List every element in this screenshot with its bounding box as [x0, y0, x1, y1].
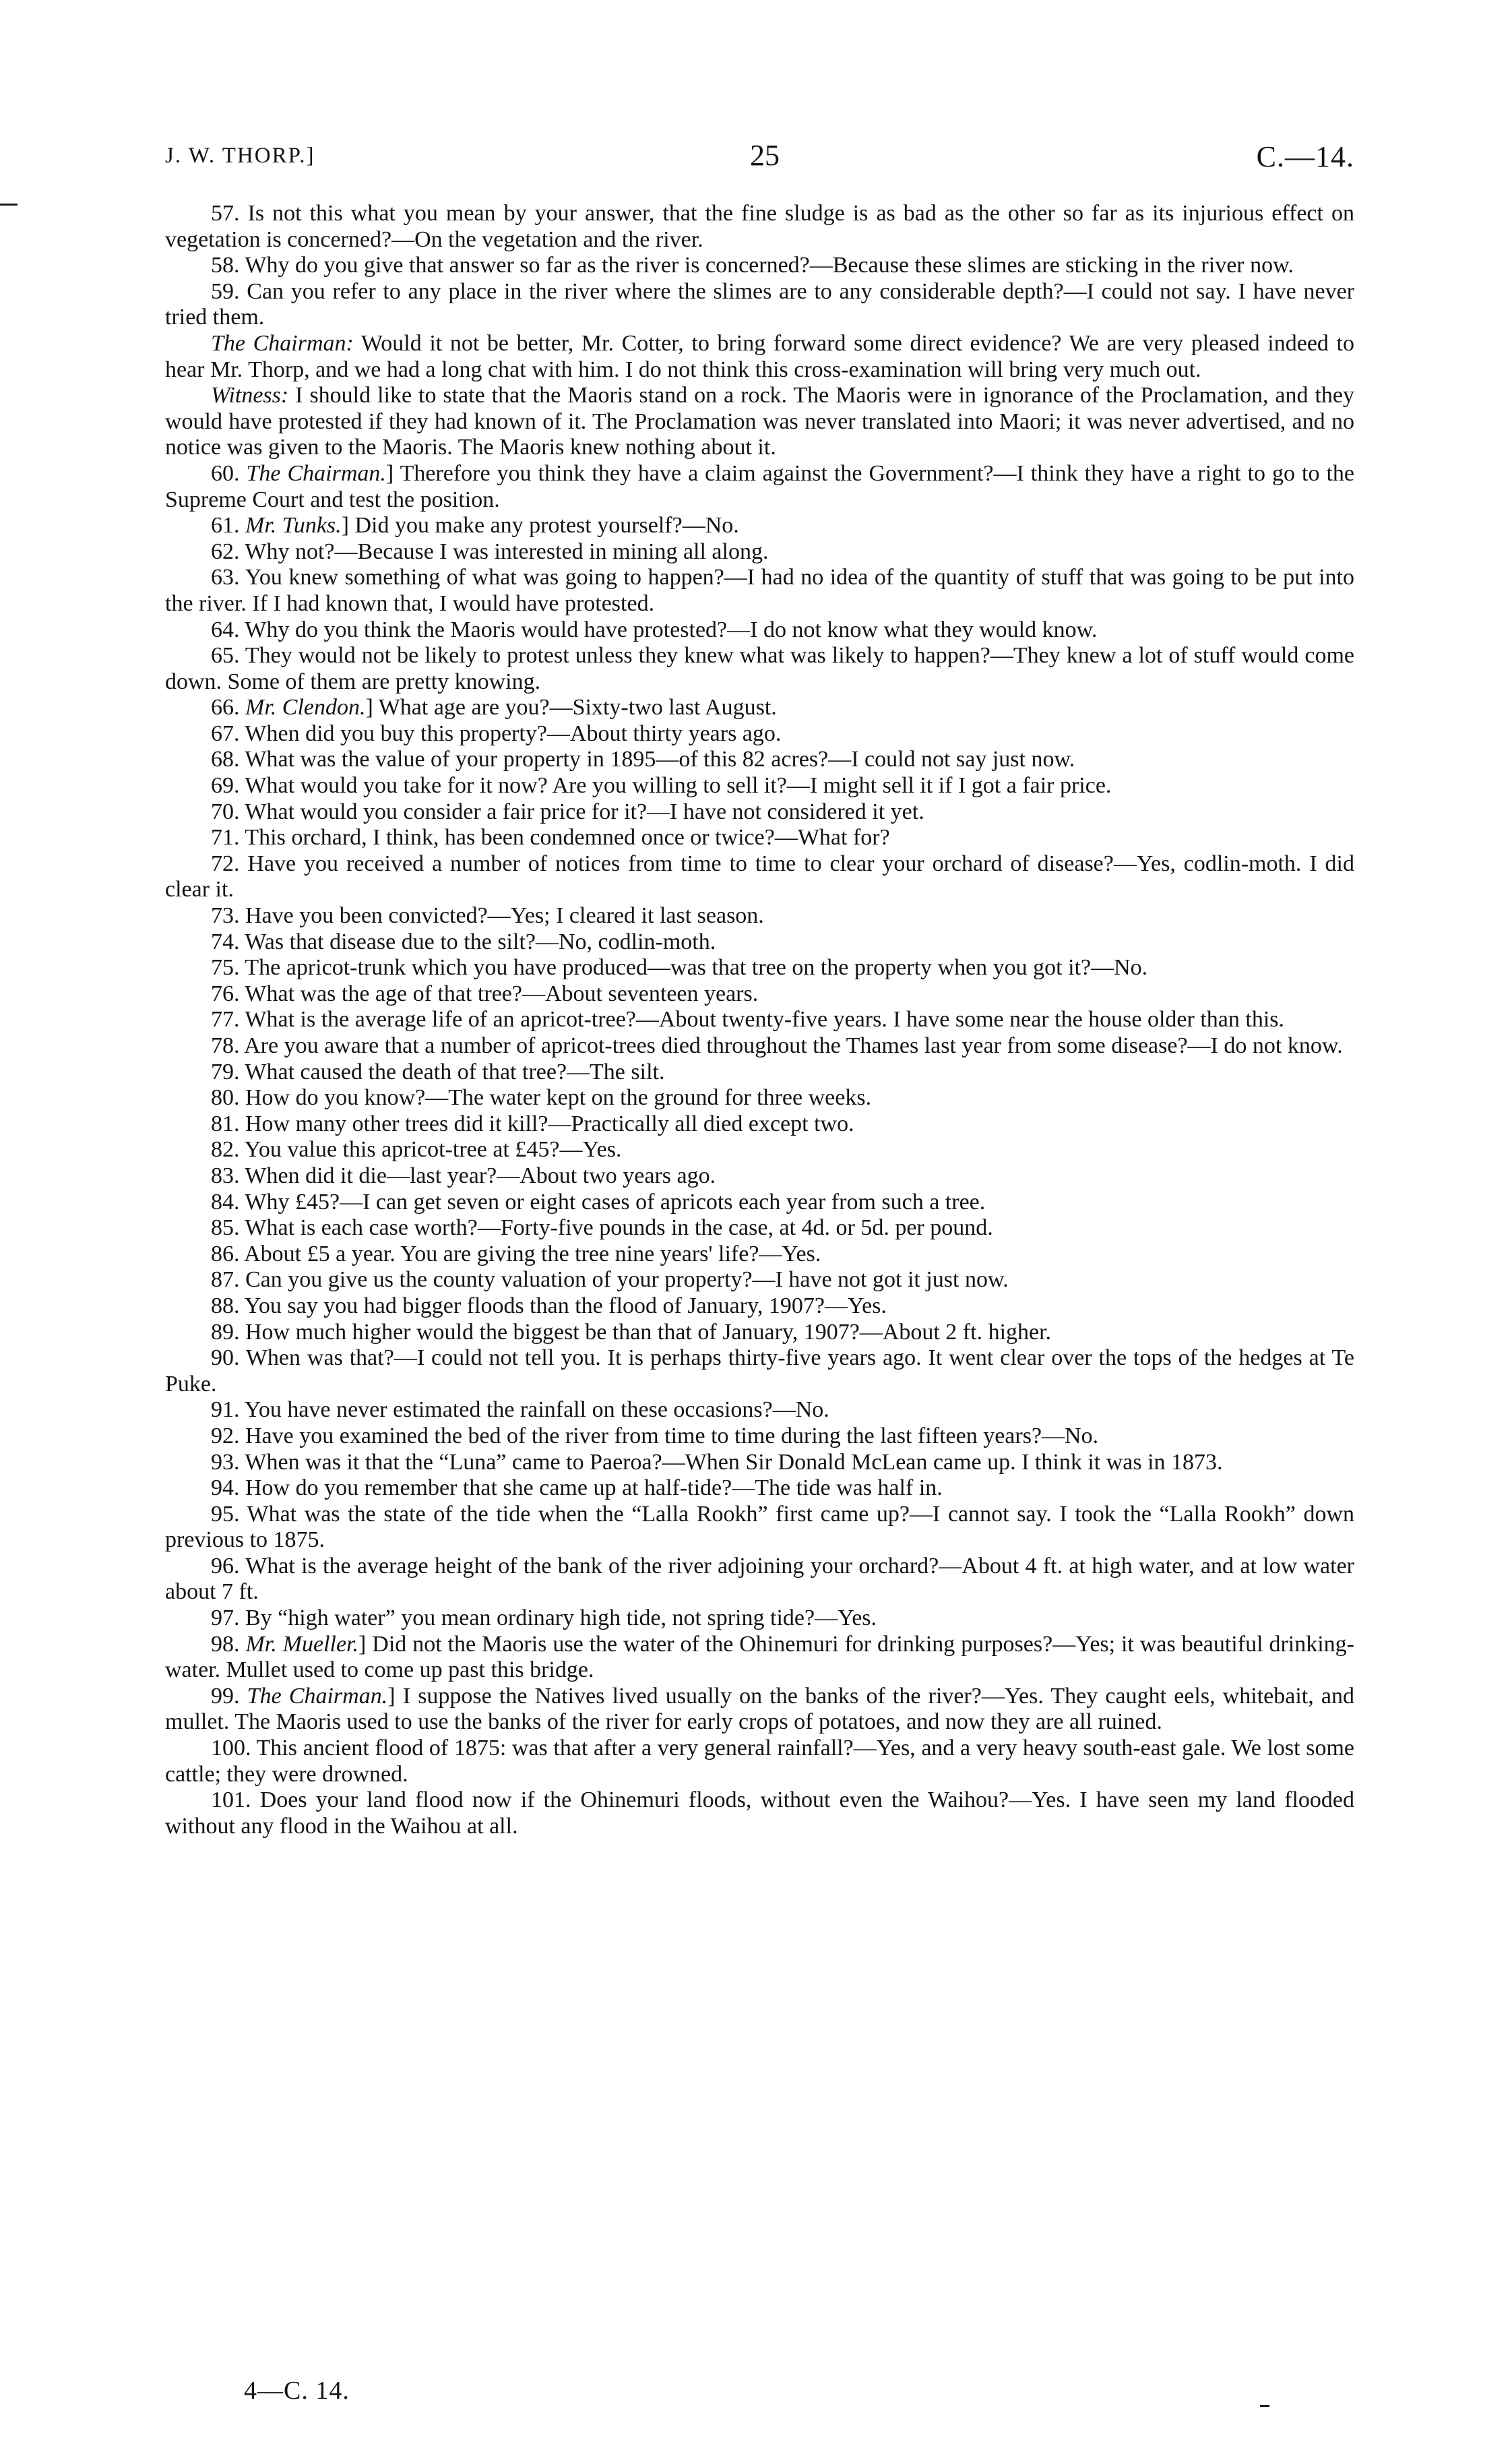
question-number: 98.: [211, 1631, 246, 1657]
paragraph-text: Why do you think the Maoris would have protested?—I do not know what they would know.: [245, 617, 1098, 642]
paragraph-text: What was the age of that tree?—About seventeen years.: [245, 981, 759, 1006]
paragraph-text: How do you remember that she came up at half-tide?—The tide was half in.: [245, 1475, 943, 1501]
paragraph-text: Can you refer to any place in the river where the slimes are to any considerable depth?—I could not say. I have never tried them.: [165, 278, 1355, 330]
testimony-paragraph: [165, 1060, 1354, 1086]
paragraph-text: What is the average height of the bank of the river adjoining your orchard?—About 4 ft. at high water, and at low water about 7 ft.: [165, 1553, 1354, 1605]
paragraph-text: ] Did not the Maoris use the water of the Ohinemuri for drinking purposes?—Yes; it was beautiful drinking-water. Mullet used to come up past this bridge.: [165, 1631, 1354, 1683]
paragraph-text: What is the average life of an apricot-tree?—About twenty-five years. I have some near the house older than this.: [245, 1007, 1285, 1033]
paragraph-text: Would it not be better, Mr. Cotter, to bring forward some direct evidence? We are very pleased indeed to hear Mr. Thorp, and we had a long chat with him. I do not think this cross-examination will bring very much out.: [165, 330, 1354, 382]
testimony-paragraph: [165, 461, 1354, 513]
testimony-paragraph: [165, 513, 1354, 539]
question-number: 75.: [211, 955, 245, 981]
testimony-paragraph: [165, 1163, 1354, 1190]
question-number: 71.: [211, 825, 245, 851]
speaker-name: The Chairman:: [211, 330, 354, 356]
testimony-paragraph: [165, 1085, 1354, 1111]
paragraph-text: What is each case worth?—Forty-five pounds in the case, at 4d. or 5d. per pound.: [245, 1215, 993, 1241]
question-number: 101.: [211, 1787, 260, 1813]
question-number: 84.: [211, 1189, 245, 1215]
testimony-paragraph: [165, 1345, 1354, 1397]
testimony-paragraph: [165, 1554, 1354, 1605]
question-number: 89.: [211, 1319, 245, 1345]
question-number: 57.: [211, 201, 248, 226]
speaker-name: Mr. Tunks.: [245, 513, 342, 539]
question-number: 72.: [211, 851, 248, 876]
paragraph-text: What caused the death of that tree?—The silt.: [245, 1059, 665, 1084]
question-number: 60.: [211, 460, 247, 486]
question-number: 76.: [211, 981, 245, 1006]
testimony-paragraph: [165, 565, 1354, 617]
testimony-paragraph: [165, 981, 1354, 1008]
paragraph-text: This orchard, I think, has been condemned once or twice?—What for?: [245, 825, 890, 851]
testimony-paragraph: [165, 279, 1354, 331]
speaker-name: Witness:: [211, 383, 289, 408]
question-number: 79.: [211, 1059, 245, 1084]
paragraph-text: About £5 a year. You are giving the tree nine years' life?—Yes.: [244, 1241, 821, 1266]
testimony-paragraph: [165, 201, 1354, 253]
question-number: 95.: [211, 1501, 247, 1527]
paragraph-text: Does your land flood now if the Ohinemuri floods, without even the Waihou?—Yes. I have seen my land flooded without any flood in the Waihou at all.: [165, 1787, 1355, 1839]
testimony-paragraph: [165, 1397, 1354, 1423]
paragraph-text: ] I suppose the Natives lived usually on the banks of the river?—Yes. They caught eels, whitebait, and mullet. The Maoris used to use the banks of the river for early crops of potatoes, and now they are all ruined.: [165, 1683, 1354, 1735]
question-number: 87.: [211, 1267, 245, 1293]
question-number: 77.: [211, 1007, 245, 1033]
speaker-name: The Chairman.: [246, 460, 386, 486]
testimony-paragraph: [165, 253, 1354, 279]
testimony-paragraph: [165, 1190, 1354, 1216]
question-number: 82.: [211, 1137, 245, 1163]
paragraph-text: Have you received a number of notices from time to time to clear your orchard of disease?—Yes, codlin-moth. I did clear it.: [165, 851, 1355, 902]
question-number: 68.: [211, 747, 245, 772]
testimony-paragraph: [165, 825, 1354, 851]
testimony-paragraph: [165, 695, 1354, 721]
testimony-paragraph: [165, 383, 1354, 461]
question-number: 62.: [211, 539, 245, 564]
question-number: 70.: [211, 799, 245, 824]
margin-mark-left: [0, 204, 18, 206]
question-number: 59.: [211, 278, 247, 304]
question-number: 64.: [211, 617, 245, 642]
testimony-paragraph: [165, 1242, 1354, 1268]
testimony-paragraph: [165, 1320, 1354, 1346]
question-number: 81.: [211, 1111, 245, 1136]
speaker-name: Mr. Mueller.: [245, 1631, 359, 1657]
question-number: 86.: [211, 1241, 245, 1266]
question-number: 80.: [211, 1085, 245, 1111]
testimony-paragraph: [165, 1111, 1354, 1138]
testimony-paragraph: [165, 1475, 1354, 1502]
testimony-paragraph: [165, 721, 1354, 747]
paragraph-text: How do you know?—The water kept on the ground for three weeks.: [245, 1085, 872, 1111]
testimony-paragraph: [165, 1423, 1354, 1450]
question-number: 99.: [211, 1683, 247, 1709]
paragraph-text: Why not?—Because I was interested in mining all along.: [245, 539, 769, 564]
testimony-body: [165, 201, 1354, 1839]
question-number: 97.: [211, 1605, 245, 1631]
testimony-paragraph: [165, 1137, 1354, 1163]
paragraph-text: ] What age are you?—Sixty-two last August.: [365, 695, 777, 721]
question-number: 78.: [211, 1033, 245, 1058]
paragraph-text: When did it die—last year?—About two years ago.: [245, 1163, 716, 1188]
paragraph-text: When was it that the “Luna” came to Paeroa?—When Sir Donald McLean came up. I think it was in 1873.: [245, 1449, 1223, 1475]
paragraph-text: What would you consider a fair price for it?—I have not considered it yet.: [245, 799, 924, 824]
question-number: 91.: [211, 1397, 245, 1423]
paragraph-text: They would not be likely to protest unless they knew what was likely to happen?—They knew a lot of stuff would come down. Some of them are pretty knowing.: [165, 643, 1354, 694]
testimony-paragraph: [165, 1267, 1354, 1293]
question-number: 58.: [211, 253, 245, 278]
paragraph-text: What would you take for it now? Are you willing to sell it?—I might sell it if I got a fair price.: [245, 773, 1112, 799]
paragraph-text: You knew something of what was going to happen?—I had no idea of the quantity of stuff that was going to be put into the river. If I had known that, I would have protested.: [165, 565, 1355, 616]
question-number: 92.: [211, 1423, 245, 1448]
paragraph-text: ] Did you make any protest yourself?—No.: [341, 513, 739, 539]
paragraph-text: Why £45?—I can get seven or eight cases of apricots each year from such a tree.: [245, 1189, 986, 1215]
question-number: 100.: [211, 1736, 257, 1761]
testimony-paragraph: [165, 929, 1354, 956]
question-number: 90.: [211, 1345, 246, 1371]
question-number: 69.: [211, 773, 245, 799]
paragraph-text: You have never estimated the rainfall on these occasions?—No.: [244, 1397, 829, 1423]
speaker-name: The Chairman.: [247, 1683, 388, 1709]
testimony-paragraph: [165, 1632, 1354, 1684]
testimony-paragraph: [165, 1736, 1354, 1787]
testimony-paragraph: [165, 1215, 1354, 1242]
question-number: 66.: [211, 695, 245, 721]
testimony-paragraph: [165, 799, 1354, 826]
paragraph-text: Is not this what you mean by your answer, that the fine sludge is as bad as the other so far as its injurious effect on vegetation is concerned?—On the vegetation and the river.: [165, 201, 1355, 252]
paragraph-text: By “high water” you mean ordinary high tide, not spring tide?—Yes.: [245, 1605, 877, 1631]
paragraph-text: Can you give us the county valuation of your property?—I have not got it just now.: [245, 1267, 1009, 1293]
paragraph-text: ] Therefore you think they have a claim against the Government?—I think they have a right to go to the Supreme Court and test the position.: [165, 460, 1354, 512]
question-number: 83.: [211, 1163, 245, 1188]
question-number: 88.: [211, 1293, 245, 1318]
paragraph-text: Have you been convicted?—Yes; I cleared it last season.: [245, 903, 764, 929]
paragraph-text: I should like to state that the Maoris stand on a rock. The Maoris were in ignorance of the Proclamation, and they would have protested if they had known of it. The Proclamation was never translated into Maori; it was never advertised, and no notice was given to the Maoris. The Maoris knew nothing about it.: [165, 383, 1354, 460]
paragraph-text: Was that disease due to the silt?—No, codlin-moth.: [245, 929, 716, 954]
paragraph-text: What was the value of your property in 1895—of this 82 acres?—I could not say just now.: [245, 747, 1075, 772]
testimony-paragraph: [165, 955, 1354, 981]
question-number: 96.: [211, 1553, 246, 1579]
document-reference: C.—14.: [1256, 140, 1354, 173]
question-number: 85.: [211, 1215, 245, 1241]
paragraph-text: This ancient flood of 1875: was that after a very general rainfall?—Yes, and a very heavy south-east gale. We lost some cattle; they were drowned.: [165, 1736, 1354, 1787]
testimony-paragraph: [165, 747, 1354, 773]
question-number: 73.: [211, 903, 245, 929]
question-number: 67.: [211, 721, 245, 746]
testimony-paragraph: [165, 331, 1354, 383]
testimony-paragraph: [165, 1293, 1354, 1320]
testimony-paragraph: [165, 851, 1354, 903]
testimony-paragraph: [165, 773, 1354, 799]
question-number: 93.: [211, 1449, 245, 1475]
testimony-paragraph: [165, 1502, 1354, 1554]
testimony-paragraph: [165, 1787, 1354, 1839]
testimony-paragraph: [165, 1007, 1354, 1033]
paragraph-text: When did you buy this property?—About thirty years ago.: [245, 721, 782, 746]
question-number: 65.: [211, 643, 245, 669]
speaker-name: Mr. Clendon.: [245, 695, 366, 721]
header-witness-name: J. W. THORP.]: [165, 144, 315, 168]
paragraph-text: Have you examined the bed of the river from time to time during the last fifteen years?—No.: [245, 1423, 1099, 1448]
testimony-paragraph: [165, 643, 1354, 695]
testimony-paragraph: [165, 539, 1354, 565]
question-number: 63.: [211, 565, 245, 590]
testimony-paragraph: [165, 903, 1354, 929]
testimony-paragraph: [165, 1450, 1354, 1476]
paragraph-text: When was that?—I could not tell you. It is perhaps thirty-five years ago. It went clear over the tops of the hedges at Te Puke.: [165, 1345, 1354, 1397]
paragraph-text: The apricot-trunk which you have produced—was that tree on the property when you got it?—No.: [245, 955, 1148, 981]
question-number: 94.: [211, 1475, 245, 1501]
paragraph-text: What was the state of the tide when the “Lalla Rookh” first came up?—I cannot say. I took the “Lalla Rookh” down previous to 1875.: [165, 1501, 1354, 1553]
paragraph-text: You value this apricot-tree at £45?—Yes.: [244, 1137, 622, 1163]
margin-mark-right: [1260, 2405, 1269, 2407]
question-number: 74.: [211, 929, 245, 954]
testimony-paragraph: [165, 1684, 1354, 1736]
paragraph-text: How much higher would the biggest be than that of January, 1907?—About 2 ft. higher.: [245, 1319, 1052, 1345]
paragraph-text: Are you aware that a number of apricot-trees died throughout the Thames last year from some disease?—I do not know.: [244, 1033, 1343, 1058]
page-header: [165, 138, 1354, 185]
question-number: 61.: [211, 513, 245, 539]
page-footer: 4—C. 14.: [244, 2377, 350, 2405]
testimony-paragraph: [165, 617, 1354, 644]
paragraph-text: You say you had bigger floods than the flood of January, 1907?—Yes.: [244, 1293, 887, 1318]
paragraph-text: How many other trees did it kill?—Practically all died except two.: [245, 1111, 854, 1136]
testimony-paragraph: [165, 1033, 1354, 1060]
page-number: 25: [750, 139, 780, 172]
testimony-paragraph: [165, 1605, 1354, 1632]
paragraph-text: Why do you give that answer so far as the river is concerned?—Because these slimes are sticking in the river now.: [245, 253, 1294, 278]
